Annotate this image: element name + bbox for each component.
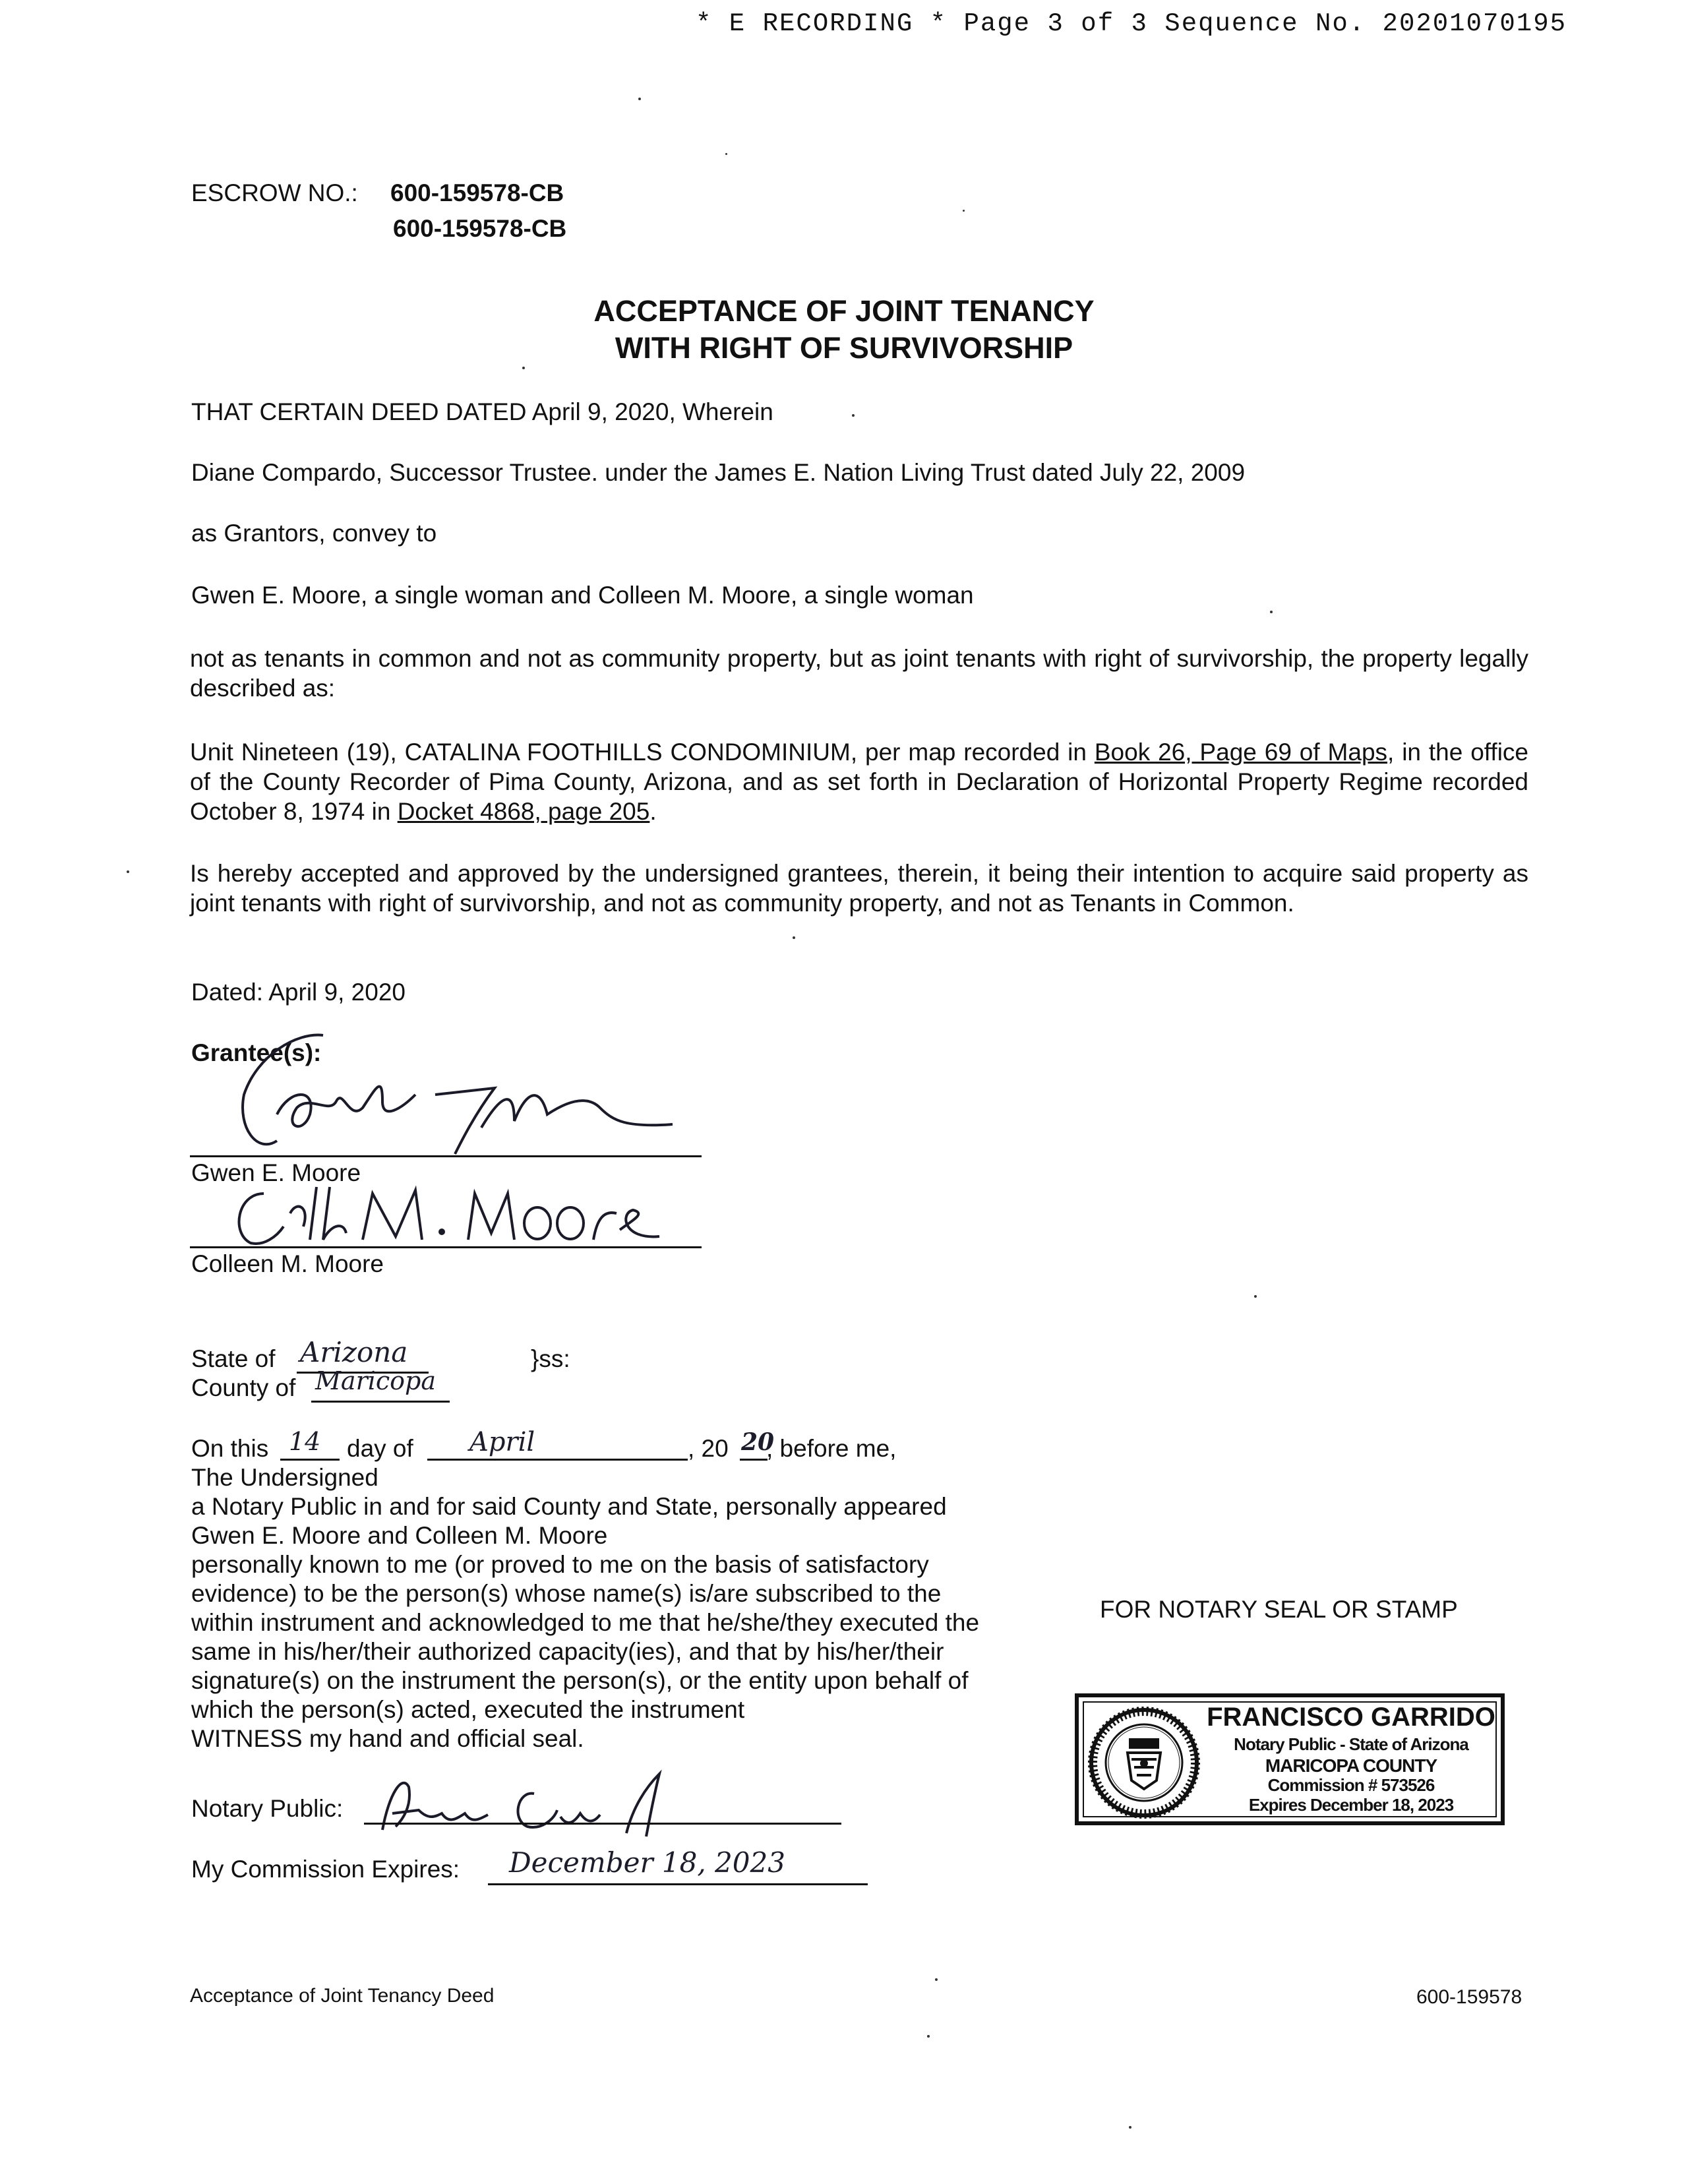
ack-line: WITNESS my hand and official seal. — [191, 1725, 584, 1752]
commission-value: December 18, 2023 — [509, 1846, 785, 1879]
scan-speck — [127, 870, 129, 873]
day-value: 14 — [289, 1427, 321, 1456]
ack-line: Gwen E. Moore and Colleen M. Moore — [191, 1522, 608, 1549]
ack-line: a Notary Public in and for said County and State, personally appeared — [191, 1493, 947, 1520]
ss-bracket: }ss: — [531, 1345, 570, 1372]
county-underline — [311, 1401, 450, 1403]
ack-line: evidence) to be the person(s) whose name(s) is/are subscribed to the — [191, 1580, 942, 1607]
on-this-text: On this — [191, 1435, 269, 1462]
grantors-text: Diane Compardo, Successor Trustee. under the James E. Nation Living Trust dated July 22, 2009 — [191, 459, 1246, 486]
ack-line: same in his/her/their authorized capacity(ies), and that by his/her/their — [191, 1638, 944, 1665]
state-label: State of — [191, 1345, 276, 1372]
stamp-title: Notary Public - State of Arizona — [1234, 1734, 1468, 1754]
year-value: 20 — [741, 1428, 775, 1456]
year-prefix: , 20 — [688, 1435, 729, 1462]
notary-stamp — [1075, 1693, 1505, 1825]
scan-speck — [793, 936, 795, 939]
stamp-commission-number: Commission # 573526 — [1267, 1775, 1435, 1795]
gwen-moore-signature-image — [218, 1016, 692, 1167]
scan-speck — [725, 153, 727, 155]
state-value: Arizona — [300, 1336, 408, 1368]
scan-speck — [963, 210, 965, 212]
dated-text: Dated: April 9, 2020 — [191, 979, 406, 1006]
notary-signature-line — [364, 1823, 841, 1825]
document-title-line-2: WITH RIGHT OF SURVIVORSHIP — [615, 331, 1073, 365]
escrow-number-2: 600-159578-CB — [393, 215, 567, 242]
legal-docket-reference: Docket 4868, page 205 — [397, 798, 650, 825]
ack-line: personally known to me (or proved to me on the basis of satisfactory — [191, 1551, 929, 1578]
scan-speck — [638, 98, 641, 100]
ack-line: which the person(s) acted, executed the instrument — [191, 1696, 745, 1723]
arizona-seal-icon — [1088, 1707, 1200, 1819]
scan-speck — [522, 367, 525, 369]
scan-speck — [1270, 611, 1273, 613]
day-underline — [280, 1459, 340, 1461]
before-me-text: , before me, — [766, 1435, 897, 1462]
undersigned-text: The Undersigned — [191, 1464, 378, 1491]
footer-document-name: Acceptance of Joint Tenancy Deed — [190, 1985, 495, 2007]
recording-header: * E RECORDING * Page 3 of 3 Sequence No. 20201070195 — [696, 9, 1567, 38]
acceptance-paragraph: Is hereby accepted and approved by the undersigned grantees, therein, it being their intention to acquire said property as joint tenants with right of survivorship, and not as community property, and not as Tenants in Common. — [190, 860, 1528, 917]
footer-escrow-number: 600-159578 — [1416, 1986, 1522, 2008]
county-label: County of — [191, 1374, 296, 1401]
grantees-label: Grantee(s): — [191, 1039, 322, 1066]
legal-description-paragraph — [190, 737, 1528, 826]
year-underline — [740, 1459, 768, 1461]
day-of-text: day of — [347, 1435, 413, 1462]
stamp-expiration: Expires December 18, 2023 — [1248, 1795, 1454, 1815]
month-value: April — [469, 1427, 535, 1457]
stamp-notary-name: FRANCISCO GARRIDO — [1207, 1703, 1495, 1732]
scan-speck — [1254, 1295, 1257, 1298]
as-grantors-text: as Grantors, convey to — [191, 520, 437, 547]
notary-public-label: Notary Public: — [191, 1795, 344, 1822]
month-underline — [427, 1459, 688, 1461]
ack-line: signature(s) on the instrument the person(s), or the entity upon behalf of — [191, 1667, 969, 1694]
deed-dated-text: THAT CERTAIN DEED DATED April 9, 2020, Wherein — [191, 398, 773, 425]
commission-underline — [488, 1883, 868, 1885]
colleen-moore-signature-image — [224, 1174, 673, 1253]
legal-text-mid: , in the office of the County Recorder of Pima County, Arizona, and as set forth in Declaration of Horizontal Property Regime recorded October 8, 1974 in — [190, 739, 1528, 825]
commission-label: My Commission Expires: — [191, 1856, 460, 1883]
grantee1-name: Gwen E. Moore — [191, 1159, 361, 1186]
seal-heading: FOR NOTARY SEAL OR STAMP — [1100, 1596, 1458, 1623]
document-title-line-1: ACCEPTANCE OF JOINT TENANCY — [593, 294, 1095, 328]
legal-book-reference: Book 26, Page 69 of Maps — [1094, 739, 1388, 766]
grantee1-signature-line — [190, 1155, 702, 1157]
scan-speck — [935, 1978, 938, 1981]
tenancy-paragraph: not as tenants in common and not as community property, but as joint tenants with right of survivorship, the property legally described as: — [190, 645, 1528, 702]
scan-speck — [852, 414, 855, 417]
ack-line: within instrument and acknowledged to me that he/she/they executed the — [191, 1609, 980, 1636]
legal-text-pre: Unit Nineteen (19), CATALINA FOOTHILLS CONDOMINIUM, per map recorded in — [190, 739, 1095, 766]
legal-text-end: . — [649, 798, 657, 825]
notary-signature-image — [369, 1767, 738, 1840]
scan-speck — [1129, 2126, 1131, 2129]
escrow-label: ESCROW NO.: — [191, 179, 358, 206]
grantee2-signature-line — [190, 1246, 702, 1248]
grantees-text: Gwen E. Moore, a single woman and Colleen M. Moore, a single woman — [191, 582, 974, 609]
scan-speck — [927, 2035, 930, 2038]
county-value: Maricopa — [315, 1366, 437, 1395]
stamp-county: MARICOPA COUNTY — [1265, 1755, 1437, 1776]
escrow-number-1: 600-159578-CB — [390, 179, 564, 206]
grantee2-name: Colleen M. Moore — [191, 1250, 384, 1277]
